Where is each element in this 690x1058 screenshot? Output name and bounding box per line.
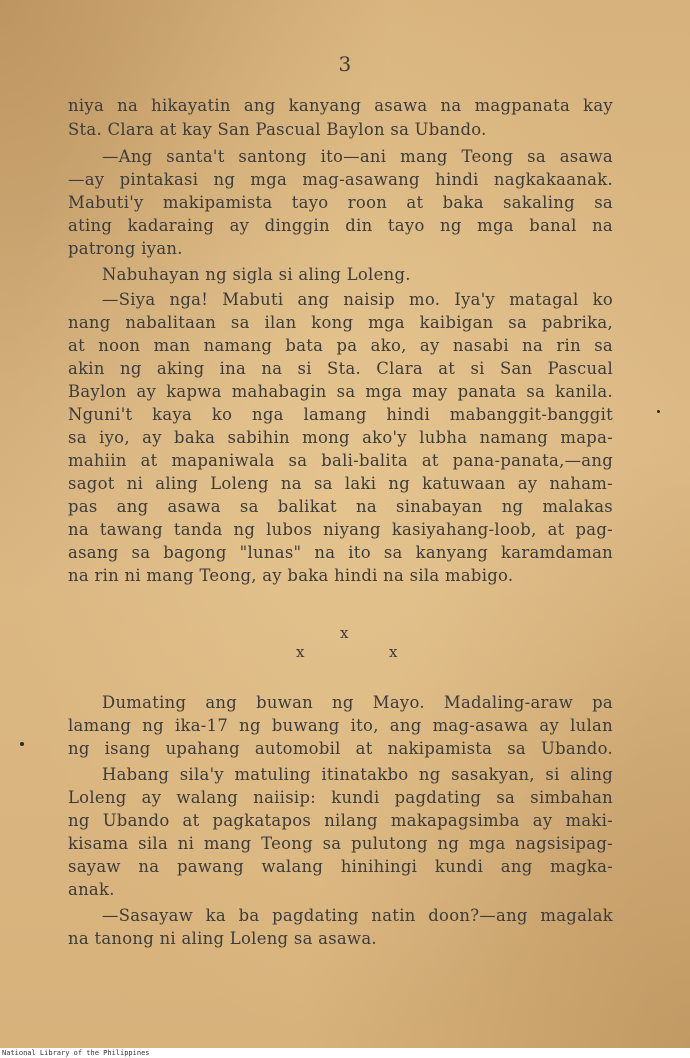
text-line: niya na hikayatin ang kanyang asawa na magpanata kay xyxy=(68,96,613,115)
library-credit: National Library of the Philippines xyxy=(2,1049,150,1057)
text-line: Loleng ay walang naiisip: kundi pagdating sa simbahan xyxy=(68,788,613,807)
section-separator-mark: x xyxy=(340,624,349,642)
text-line: —Sasayaw ka ba pagdating natin doon?—ang magalak xyxy=(102,906,613,925)
text-line: na tanong ni aling Loleng sa asawa. xyxy=(68,929,377,948)
text-line: mahiin at mapaniwala sa bali-balita at pana-panata,—ang xyxy=(68,451,613,470)
text-line: na rin ni mang Teong, ay baka hindi na sila mabigo. xyxy=(68,566,514,585)
text-line: sa iyo, ay baka sabihin mong ako'y lubha namang mapa- xyxy=(68,428,613,447)
text-line: asang sa bagong "lunas" na ito sa kanyang karamdaman xyxy=(68,543,613,562)
text-line: lamang ng ika-17 ng buwang ito, ang mag-asawa ay lulan xyxy=(68,716,613,735)
text-line: na tawang tanda ng lubos niyang kasiyahang-loob, at pag- xyxy=(68,520,613,539)
text-line: Habang sila'y matuling itinatakbo ng sasakyan, si aling xyxy=(102,765,613,784)
text-line: Sta. Clara at kay San Pascual Baylon sa Ubando. xyxy=(68,120,487,139)
text-line: Mabuti'y makipamista tayo roon at baka sakaling sa xyxy=(68,193,613,212)
section-separator-mark: x xyxy=(389,643,398,661)
text-line: Baylon ay kapwa mahabagin sa mga may panata sa kanila. xyxy=(68,382,613,401)
text-line: akin ng aking ina na si Sta. Clara at si San Pascual xyxy=(68,359,613,378)
text-line: patrong iyan. xyxy=(68,239,183,258)
text-line: sagot ni aling Loleng na sa laki ng katuwaan ay naham- xyxy=(68,474,613,493)
text-line: at noon man namang bata pa ako, ay nasabi na rin sa xyxy=(68,336,613,355)
text-line: ating kadaraing ay dinggin din tayo ng mga banal na xyxy=(68,216,613,235)
text-line: —ay pintakasi ng mga mag-asawang hindi nagkakaanak. xyxy=(68,170,613,189)
text-line: ng isang upahang automobil at nakipamista sa Ubando. xyxy=(68,739,613,758)
text-line: anak. xyxy=(68,880,115,899)
text-line: pas ang asawa sa balikat na sinabayan ng malakas xyxy=(68,497,613,516)
section-separator-mark: x xyxy=(296,643,305,661)
ink-speck xyxy=(657,410,660,413)
page-number: 3 xyxy=(338,52,352,76)
text-line: —Ang santa't santong ito—ani mang Teong sa asawa xyxy=(102,147,613,166)
ink-speck xyxy=(20,742,24,746)
text-line: kisama sila ni mang Teong sa pulutong ng mga nagsisipag- xyxy=(68,834,613,853)
text-line: —Siya nga! Mabuti ang naisip mo. Iya'y matagal ko xyxy=(102,290,613,309)
text-line: ng Ubando at pagkatapos nilang makapagsimba ay maki- xyxy=(68,811,613,830)
text-line: Nabuhayan ng sigla si aling Loleng. xyxy=(102,265,411,284)
text-line: nang nabalitaan sa ilan kong mga kaibigan sa pabrika, xyxy=(68,313,613,332)
text-line: Nguni't kaya ko nga lamang hindi mabanggit-banggit xyxy=(68,405,613,424)
text-line: Dumating ang buwan ng Mayo. Madaling-araw pa xyxy=(102,693,613,712)
text-line: sayaw na pawang walang hinihingi kundi ang magka- xyxy=(68,857,613,876)
